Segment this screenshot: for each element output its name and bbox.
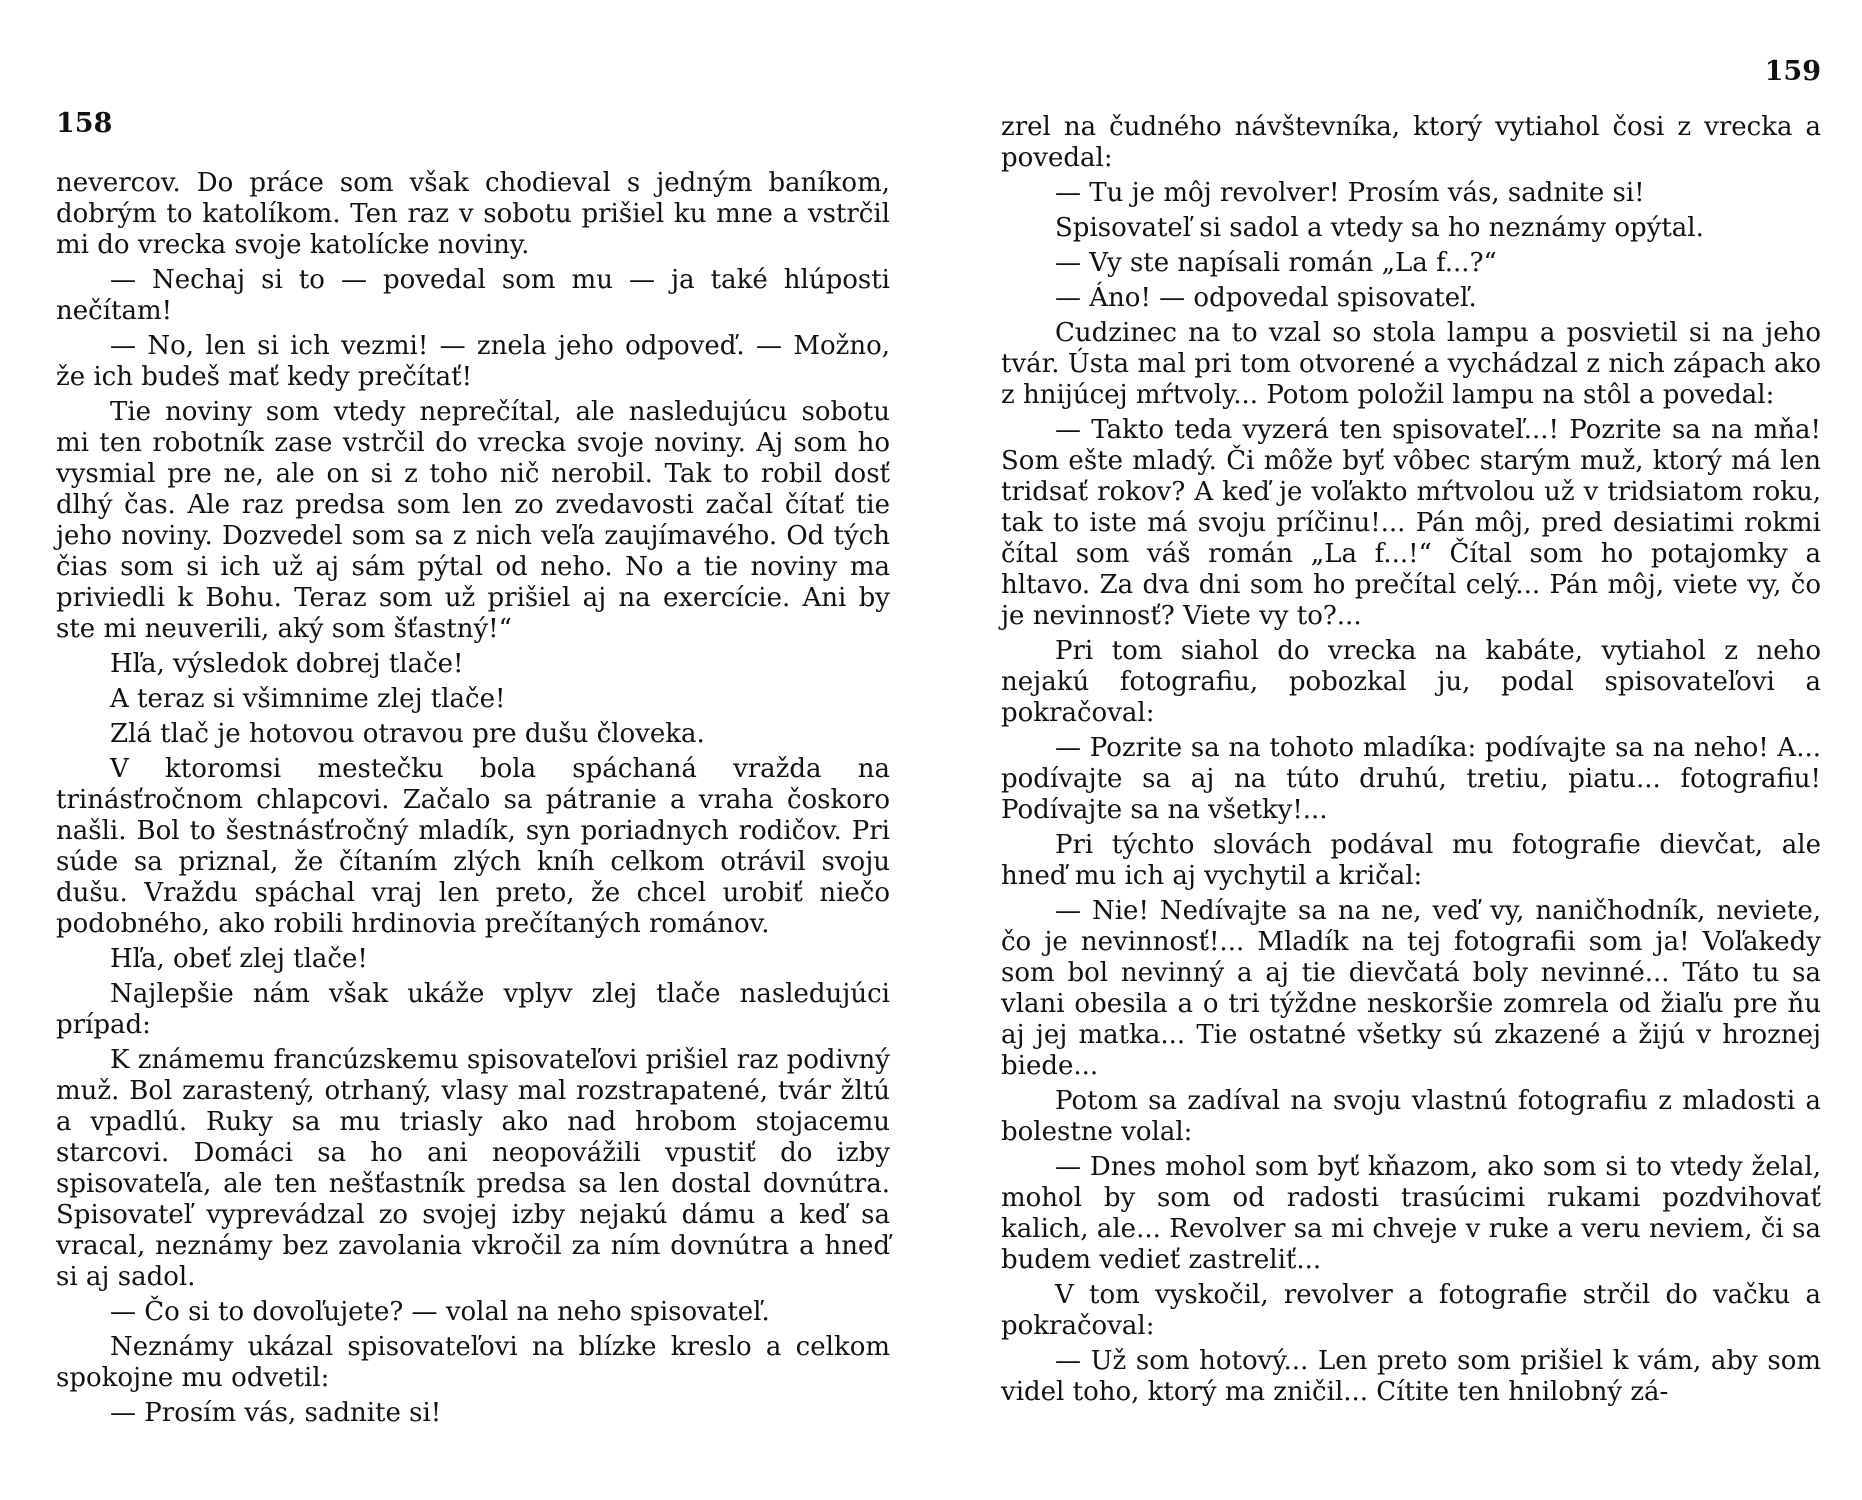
page-text (56, 168, 890, 1433)
paragraph: A teraz si všimnime zlej tlače! (110, 684, 506, 714)
paragraph: Neznámy ukázal spisovateľovi na blízke kreslo a celkom spokojne mu odvetil: (56, 1332, 890, 1393)
page-number: 159 (1764, 56, 1821, 87)
page-text (1001, 112, 1821, 1412)
right-page (1001, 0, 1821, 1500)
paragraph: nevercov. Do práce som však chodieval s jedným baníkom, dobrým to katolíkom. Ten raz v sobotu prišiel ku mne a vstrčil mi do vrecka svoje katolícke noviny. (56, 168, 890, 260)
paragraph: — Čo si to dovoľujete? — volal na neho spisovateľ. (110, 1297, 770, 1327)
paragraph: Pri týchto slovách podával mu fotografie dievčat, ale hneď mu ich aj vychytil a kričal: (1001, 830, 1821, 891)
paragraph: Cudzinec na to vzal so stola lampu a posvietil si na jeho tvár. Ústa mal pri tom otvorené a vychádzal z nich zápach ako z hnijúcej mŕtvoly... Potom položil lampu na stôl a povedal: (1001, 318, 1821, 410)
left-page (56, 0, 890, 1500)
paragraph: — Vy ste napísali román „La f...?“ (1055, 248, 1497, 278)
paragraph: — Takto teda vyzerá ten spisovateľ...! Pozrite sa na mňa! Som ešte mladý. Či môže byť vôbec starým muž, ktorý má len tridsať rokov? A keď je voľakto mŕtvolou už v tridsiatom roku, tak to iste má svoju príčinu!... Pán môj, pred desiatimi rokmi čítal som váš román „La f...!“ Čítal som ho potajomky a hltavo. Za dva dni som ho prečítal celý... Pán môj, viete vy, čo je nevinnosť? Viete vy to?... (1001, 415, 1821, 631)
paragraph: — Dnes mohol som byť kňazom, ako som si to vtedy želal, mohol by som od radosti trasúcimi rukami pozdvihovať kalich, ale... Revolver sa mi chveje v ruke a veru neviem, či sa budem vedieť zastreliť... (1001, 1152, 1821, 1275)
paragraph: Zlá tlač je hotovou otravou pre dušu človeka. (110, 719, 705, 749)
paragraph: — Áno! — odpovedal spisovateľ. (1055, 283, 1477, 313)
paragraph: Najlepšie nám však ukáže vplyv zlej tlače nasledujúci prípad: (56, 979, 890, 1040)
paragraph: Pri tom siahol do vrecka na kabáte, vytiahol z neho nejakú fotografiu, pobozkal ju, podal spisovateľovi a pokračoval: (1001, 636, 1821, 728)
paragraph: — Nechaj si to — povedal som mu — ja také hlúposti nečítam! (56, 265, 890, 326)
paragraph: V ktoromsi mestečku bola spáchaná vražda na trinásťročnom chlapcovi. Začalo sa pátranie a vraha čoskoro našli. Bol to šestnásťročný mladík, syn poriadnych rodičov. Pri súde sa priznal, že čítaním zlých kníh celkom otrávil svoju dušu. Vraždu spáchal vraj len preto, že chcel urobiť niečo podobného, ako robili hrdinovia prečítaných románov. (56, 754, 890, 939)
paragraph: Tie noviny som vtedy neprečítal, ale nasledujúcu sobotu mi ten robotník zase vstrčil do vrecka svoje noviny. Aj som ho vysmial pre ne, ale on si z toho nič nerobil. Tak to robil dosť dlhý čas. Ale raz predsa som len zo zvedavosti začal čítať tie jeho noviny. Dozvedel som sa z nich veľa zaujímavého. Od tých čias som si ich už aj sám pýtal od neho. No a tie noviny ma priviedli k Bohu. Teraz som už prišiel aj na exercície. Ani by ste mi neuverili, aký som šťastný!“ (56, 397, 890, 644)
paragraph: Potom sa zadíval na svoju vlastnú fotografiu z mladosti a bolestne volal: (1001, 1086, 1821, 1147)
paragraph: — Prosím vás, sadnite si! (110, 1398, 442, 1428)
paragraph: K známemu francúzskemu spisovateľovi prišiel raz podivný muž. Bol zarastený, otrhaný, vlasy mal rozstrapatené, tvár žltú a vpadlú. Ruky sa mu triasly ako nad hrobom stojacemu starcovi. Domáci sa ho ani neopovážili vpustiť do izby spisovateľa, ale ten nešťastník predsa sa len dostal dovnútra. Spisovateľ vyprevádzal zo svojej izby nejakú dámu a keď sa vracal, neznámy bez zavolania vkročil za ním dovnútra a hneď si aj sadol. (56, 1045, 890, 1292)
paragraph: Hľa, výsledok dobrej tlače! (110, 649, 464, 679)
paragraph: — Nie! Nedívajte sa na ne, veď vy, naničhodník, neviete, čo je nevinnosť!... Mladík na tej fotografii som ja! Voľakedy som bol nevinný a aj tie dievčatá boly nevinné... Táto tu sa vlani obesila a o tri týždne neskoršie zomrela od žiaľu pre ňu aj jej matka... Tie ostatné všetky sú zkazené a žijú v hroznej biede... (1001, 896, 1821, 1081)
paragraph: — Už som hotový... Len preto som prišiel k vám, aby som videl toho, ktorý ma zničil... Cítite ten hnilobný zá- (1001, 1346, 1821, 1407)
page-number: 158 (56, 108, 113, 139)
paragraph: — Tu je môj revolver! Prosím vás, sadnite si! (1055, 178, 1645, 208)
paragraph: zrel na čudného návštevníka, ktorý vytiahol čosi z vrecka a povedal: (1001, 112, 1821, 173)
paragraph: V tom vyskočil, revolver a fotografie strčil do vačku a pokračoval: (1001, 1280, 1821, 1341)
paragraph: — Pozrite sa na tohoto mladíka: podívajte sa na neho! A... podívajte sa aj na túto druhú, tretiu, piatu... fotografiu! Podívajte sa na všetky!... (1001, 733, 1821, 825)
paragraph: Spisovateľ si sadol a vtedy sa ho neznámy opýtal. (1055, 213, 1704, 243)
paragraph: Hľa, obeť zlej tlače! (110, 944, 368, 974)
paragraph: — No, len si ich vezmi! — znela jeho odpoveď. — Možno, že ich budeš mať kedy prečítať! (56, 331, 890, 392)
